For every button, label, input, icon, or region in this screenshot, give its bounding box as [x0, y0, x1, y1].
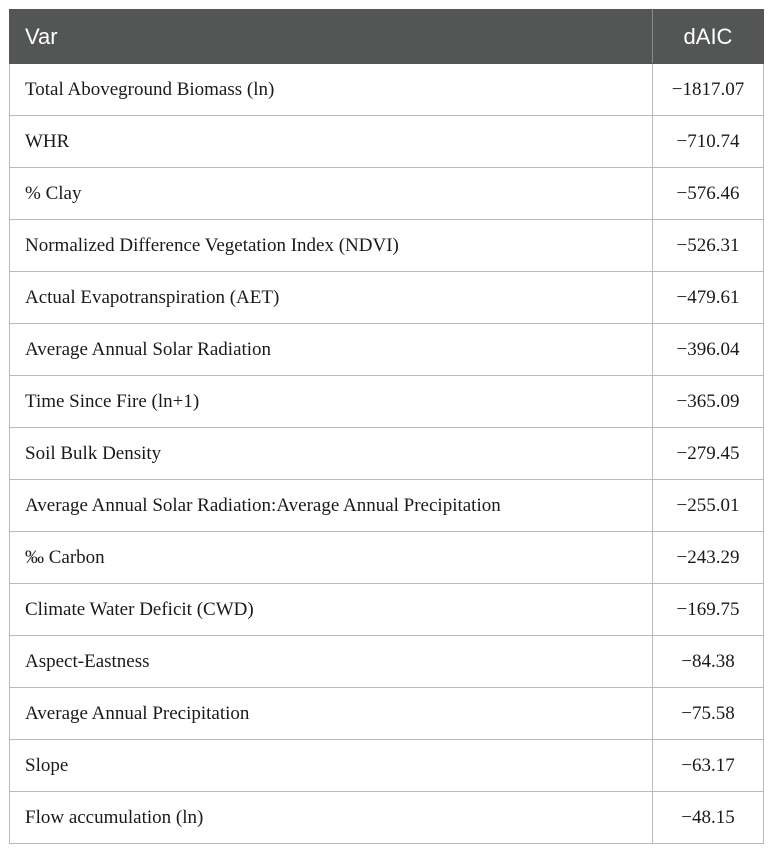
table-row	[10, 532, 764, 584]
table-row	[10, 636, 764, 688]
var-cell: Normalized Difference Vegetation Index (NDVI)	[10, 220, 653, 272]
table-body	[10, 64, 764, 844]
daic-cell: −710.74	[653, 116, 764, 168]
var-cell: Climate Water Deficit (CWD)	[10, 584, 653, 636]
var-cell: Flow accumulation (ln)	[10, 792, 653, 844]
daic-cell: −75.58	[653, 688, 764, 740]
table-row	[10, 220, 764, 272]
daic-cell: −169.75	[653, 584, 764, 636]
daic-cell: −526.31	[653, 220, 764, 272]
column-header-daic: dAIC	[653, 10, 764, 64]
daic-cell: −365.09	[653, 376, 764, 428]
table-row	[10, 584, 764, 636]
daic-cell: −279.45	[653, 428, 764, 480]
var-cell: Average Annual Solar Radiation:Average Annual Precipitation	[10, 480, 653, 532]
header-row	[10, 10, 764, 64]
daic-table-container	[9, 9, 763, 844]
table-row	[10, 376, 764, 428]
var-cell: Time Since Fire (ln+1)	[10, 376, 653, 428]
daic-cell: −396.04	[653, 324, 764, 376]
var-cell: Aspect-Eastness	[10, 636, 653, 688]
daic-cell: −48.15	[653, 792, 764, 844]
table-row	[10, 740, 764, 792]
var-cell: Total Aboveground Biomass (ln)	[10, 64, 653, 116]
column-header-var: Var	[10, 10, 653, 64]
var-cell: Average Annual Solar Radiation	[10, 324, 653, 376]
daic-cell: −479.61	[653, 272, 764, 324]
table-row	[10, 428, 764, 480]
daic-cell: −243.29	[653, 532, 764, 584]
table-row	[10, 168, 764, 220]
table-row	[10, 64, 764, 116]
var-cell: Slope	[10, 740, 653, 792]
var-cell: Actual Evapotranspiration (AET)	[10, 272, 653, 324]
daic-cell: −1817.07	[653, 64, 764, 116]
daic-cell: −576.46	[653, 168, 764, 220]
var-cell: % Clay	[10, 168, 653, 220]
table-row	[10, 324, 764, 376]
daic-table	[9, 9, 764, 844]
table-row	[10, 792, 764, 844]
table-row	[10, 480, 764, 532]
table-header	[10, 10, 764, 64]
table-row	[10, 688, 764, 740]
var-cell: WHR	[10, 116, 653, 168]
daic-cell: −63.17	[653, 740, 764, 792]
var-cell: Soil Bulk Density	[10, 428, 653, 480]
var-cell: Average Annual Precipitation	[10, 688, 653, 740]
daic-cell: −84.38	[653, 636, 764, 688]
table-row	[10, 116, 764, 168]
daic-cell: −255.01	[653, 480, 764, 532]
var-cell: ‰ Carbon	[10, 532, 653, 584]
table-row	[10, 272, 764, 324]
